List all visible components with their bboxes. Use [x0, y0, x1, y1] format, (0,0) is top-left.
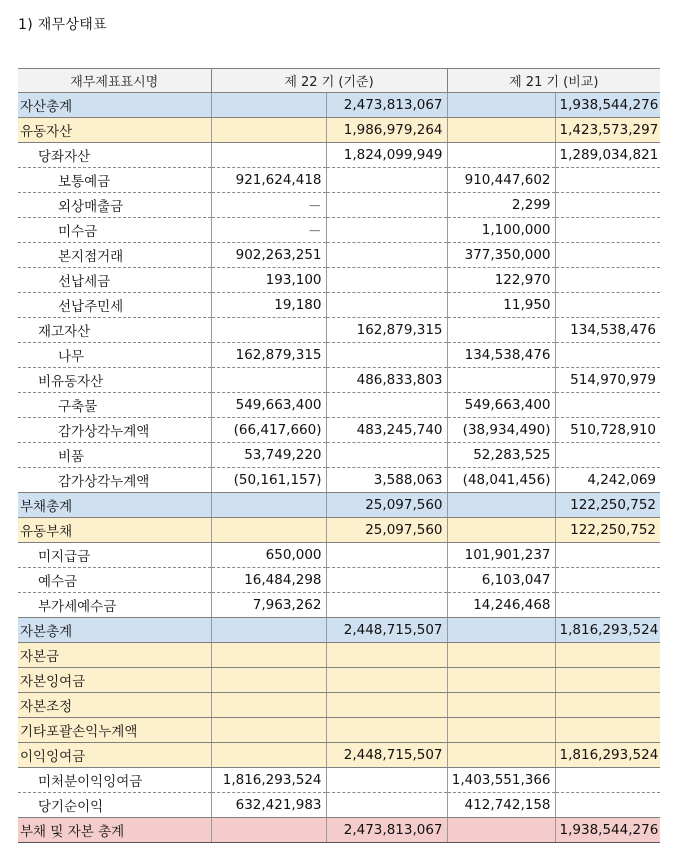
previous-subtotal-amount: [555, 293, 660, 318]
row-label: 당기순이익: [18, 793, 211, 818]
current-detail-amount: [211, 143, 326, 168]
current-detail-amount: 632,421,983: [211, 793, 326, 818]
current-subtotal-amount: 1,824,099,949: [326, 143, 447, 168]
table-row: [18, 468, 660, 493]
previous-detail-amount: [447, 743, 555, 768]
row-label: 보통예금: [18, 168, 211, 193]
row-label: 부채총계: [18, 493, 211, 518]
current-detail-amount: 650,000: [211, 543, 326, 568]
current-detail-amount: (66,417,660): [211, 418, 326, 443]
table-row: [18, 243, 660, 268]
table-row: [18, 793, 660, 818]
row-label: 외상매출금: [18, 193, 211, 218]
table-row: [18, 93, 660, 118]
row-label: 감가상각누계액: [18, 418, 211, 443]
previous-detail-amount: 52,283,525: [447, 443, 555, 468]
previous-detail-amount: [447, 643, 555, 668]
previous-detail-amount: [447, 93, 555, 118]
current-subtotal-amount: 1,986,979,264: [326, 118, 447, 143]
current-subtotal-amount: 162,879,315: [326, 318, 447, 343]
row-label: 선납주민세: [18, 293, 211, 318]
current-subtotal-amount: 25,097,560: [326, 518, 447, 543]
current-detail-amount: [211, 668, 326, 693]
row-label: 자본총계: [18, 618, 211, 643]
previous-subtotal-amount: 514,970,979: [555, 368, 660, 393]
row-label: 선납세금: [18, 268, 211, 293]
table-row: [18, 343, 660, 368]
current-subtotal-amount: [326, 168, 447, 193]
current-subtotal-amount: [326, 543, 447, 568]
previous-subtotal-amount: [555, 343, 660, 368]
current-subtotal-amount: 2,448,715,507: [326, 743, 447, 768]
row-label: 구축물: [18, 393, 211, 418]
previous-subtotal-amount: 122,250,752: [555, 518, 660, 543]
row-label: 유동부채: [18, 518, 211, 543]
current-detail-amount: [211, 818, 326, 843]
previous-detail-amount: 122,970: [447, 268, 555, 293]
current-detail-amount: [211, 493, 326, 518]
current-detail-amount: 19,180: [211, 293, 326, 318]
previous-subtotal-amount: 1,816,293,524: [555, 618, 660, 643]
section-title: 1) 재무상태표: [18, 17, 107, 33]
previous-detail-amount: (48,041,456): [447, 468, 555, 493]
table-row: [18, 693, 660, 718]
table-row: [18, 668, 660, 693]
current-subtotal-amount: [326, 243, 447, 268]
current-subtotal-amount: [326, 793, 447, 818]
previous-subtotal-amount: [555, 268, 660, 293]
current-detail-amount: [211, 718, 326, 743]
previous-subtotal-amount: [555, 218, 660, 243]
previous-detail-amount: 101,901,237: [447, 543, 555, 568]
row-label: 비유동자산: [18, 368, 211, 393]
current-detail-amount: 53,749,220: [211, 443, 326, 468]
current-subtotal-amount: 2,473,813,067: [326, 818, 447, 843]
current-subtotal-amount: 486,833,803: [326, 368, 447, 393]
current-detail-amount: [211, 118, 326, 143]
previous-detail-amount: 134,538,476: [447, 343, 555, 368]
row-label: 당좌자산: [18, 143, 211, 168]
current-detail-amount: [211, 743, 326, 768]
previous-subtotal-amount: [555, 243, 660, 268]
previous-subtotal-amount: [555, 793, 660, 818]
current-subtotal-amount: 483,245,740: [326, 418, 447, 443]
table-row: [18, 643, 660, 668]
current-subtotal-amount: [326, 693, 447, 718]
previous-detail-amount: 910,447,602: [447, 168, 555, 193]
row-label: 자산총계: [18, 93, 211, 118]
current-detail-amount: 921,624,418: [211, 168, 326, 193]
table-row: [18, 193, 660, 218]
previous-subtotal-amount: [555, 543, 660, 568]
current-detail-amount: 16,484,298: [211, 568, 326, 593]
row-label: 감가상각누계액: [18, 468, 211, 493]
previous-detail-amount: [447, 693, 555, 718]
row-label: 나무: [18, 343, 211, 368]
current-subtotal-amount: [326, 668, 447, 693]
previous-detail-amount: 2,299: [447, 193, 555, 218]
row-label: 부채 및 자본 총계: [18, 818, 211, 843]
table-row: [18, 143, 660, 168]
row-label: 비품: [18, 443, 211, 468]
current-detail-amount: [211, 693, 326, 718]
previous-subtotal-amount: 1,938,544,276: [555, 818, 660, 843]
previous-detail-amount: [447, 818, 555, 843]
table-row: [18, 393, 660, 418]
previous-subtotal-amount: 4,242,069: [555, 468, 660, 493]
table-row: [18, 218, 660, 243]
table-row: [18, 443, 660, 468]
current-subtotal-amount: [326, 268, 447, 293]
table-row: [18, 568, 660, 593]
row-label: 예수금: [18, 568, 211, 593]
balance-sheet-table: [18, 68, 660, 843]
current-subtotal-amount: [326, 218, 447, 243]
current-subtotal-amount: [326, 643, 447, 668]
current-subtotal-amount: [326, 768, 447, 793]
previous-detail-amount: 1,403,551,366: [447, 768, 555, 793]
header-statement-name: 재무제표표시명: [18, 69, 211, 93]
previous-detail-amount: 14,246,468: [447, 593, 555, 618]
current-subtotal-amount: [326, 393, 447, 418]
previous-detail-amount: 377,350,000: [447, 243, 555, 268]
previous-subtotal-amount: 510,728,910: [555, 418, 660, 443]
current-subtotal-amount: 2,473,813,067: [326, 93, 447, 118]
current-detail-amount: 7,963,262: [211, 593, 326, 618]
current-detail-amount: (50,161,157): [211, 468, 326, 493]
row-label: 자본잉여금: [18, 668, 211, 693]
row-label: 재고자산: [18, 318, 211, 343]
table-row: [18, 293, 660, 318]
previous-subtotal-amount: [555, 643, 660, 668]
header-current-period: 제 22 기 (기준): [211, 69, 447, 93]
current-subtotal-amount: 25,097,560: [326, 493, 447, 518]
current-subtotal-amount: [326, 568, 447, 593]
row-label: 자본금: [18, 643, 211, 668]
current-detail-amount: 1,816,293,524: [211, 768, 326, 793]
table-row: [18, 743, 660, 768]
current-detail-amount: 162,879,315: [211, 343, 326, 368]
previous-detail-amount: [447, 143, 555, 168]
previous-subtotal-amount: 122,250,752: [555, 493, 660, 518]
row-label: 기타포괄손익누계액: [18, 718, 211, 743]
current-detail-amount: [211, 643, 326, 668]
current-subtotal-amount: [326, 343, 447, 368]
table-row: [18, 818, 660, 843]
previous-subtotal-amount: [555, 443, 660, 468]
table-row: [18, 118, 660, 143]
table-row: [18, 318, 660, 343]
previous-detail-amount: [447, 368, 555, 393]
current-detail-amount: 902,263,251: [211, 243, 326, 268]
current-detail-amount: 193,100: [211, 268, 326, 293]
table-row: [18, 493, 660, 518]
current-subtotal-amount: 2,448,715,507: [326, 618, 447, 643]
previous-subtotal-amount: [555, 693, 660, 718]
table-row: [18, 718, 660, 743]
table-row: [18, 168, 660, 193]
row-label: 미처분이익잉여금: [18, 768, 211, 793]
current-subtotal-amount: 3,588,063: [326, 468, 447, 493]
previous-detail-amount: [447, 618, 555, 643]
previous-subtotal-amount: [555, 168, 660, 193]
current-subtotal-amount: [326, 718, 447, 743]
header-previous-period: 제 21 기 (비교): [447, 69, 660, 93]
previous-detail-amount: [447, 518, 555, 543]
current-subtotal-amount: [326, 443, 447, 468]
current-detail-amount: －: [211, 193, 326, 218]
previous-detail-amount: 6,103,047: [447, 568, 555, 593]
table-body: [18, 93, 660, 843]
current-detail-amount: [211, 318, 326, 343]
previous-subtotal-amount: 1,816,293,524: [555, 743, 660, 768]
previous-subtotal-amount: [555, 668, 660, 693]
table-row: [18, 543, 660, 568]
previous-subtotal-amount: [555, 593, 660, 618]
previous-detail-amount: [447, 718, 555, 743]
previous-subtotal-amount: [555, 718, 660, 743]
previous-detail-amount: [447, 118, 555, 143]
table-row: [18, 618, 660, 643]
previous-detail-amount: [447, 318, 555, 343]
table-row: [18, 593, 660, 618]
current-detail-amount: [211, 368, 326, 393]
previous-subtotal-amount: [555, 393, 660, 418]
previous-subtotal-amount: 1,423,573,297: [555, 118, 660, 143]
current-detail-amount: 549,663,400: [211, 393, 326, 418]
current-subtotal-amount: [326, 193, 447, 218]
current-detail-amount: [211, 518, 326, 543]
row-label: 미수금: [18, 218, 211, 243]
row-label: 미지급금: [18, 543, 211, 568]
previous-detail-amount: (38,934,490): [447, 418, 555, 443]
previous-subtotal-amount: 134,538,476: [555, 318, 660, 343]
previous-detail-amount: 11,950: [447, 293, 555, 318]
current-detail-amount: [211, 618, 326, 643]
current-detail-amount: －: [211, 218, 326, 243]
previous-subtotal-amount: [555, 568, 660, 593]
table-header-row: [18, 69, 660, 93]
row-label: 이익잉여금: [18, 743, 211, 768]
current-subtotal-amount: [326, 293, 447, 318]
table-row: [18, 518, 660, 543]
previous-detail-amount: [447, 668, 555, 693]
row-label: 부가세예수금: [18, 593, 211, 618]
row-label: 자본조정: [18, 693, 211, 718]
previous-detail-amount: 412,742,158: [447, 793, 555, 818]
previous-subtotal-amount: [555, 193, 660, 218]
table-row: [18, 268, 660, 293]
current-subtotal-amount: [326, 593, 447, 618]
previous-subtotal-amount: 1,938,544,276: [555, 93, 660, 118]
previous-subtotal-amount: 1,289,034,821: [555, 143, 660, 168]
previous-detail-amount: [447, 493, 555, 518]
row-label: 유동자산: [18, 118, 211, 143]
table-row: [18, 768, 660, 793]
previous-subtotal-amount: [555, 768, 660, 793]
current-detail-amount: [211, 93, 326, 118]
previous-detail-amount: 1,100,000: [447, 218, 555, 243]
table-row: [18, 418, 660, 443]
table-row: [18, 368, 660, 393]
previous-detail-amount: 549,663,400: [447, 393, 555, 418]
row-label: 본지점거래: [18, 243, 211, 268]
